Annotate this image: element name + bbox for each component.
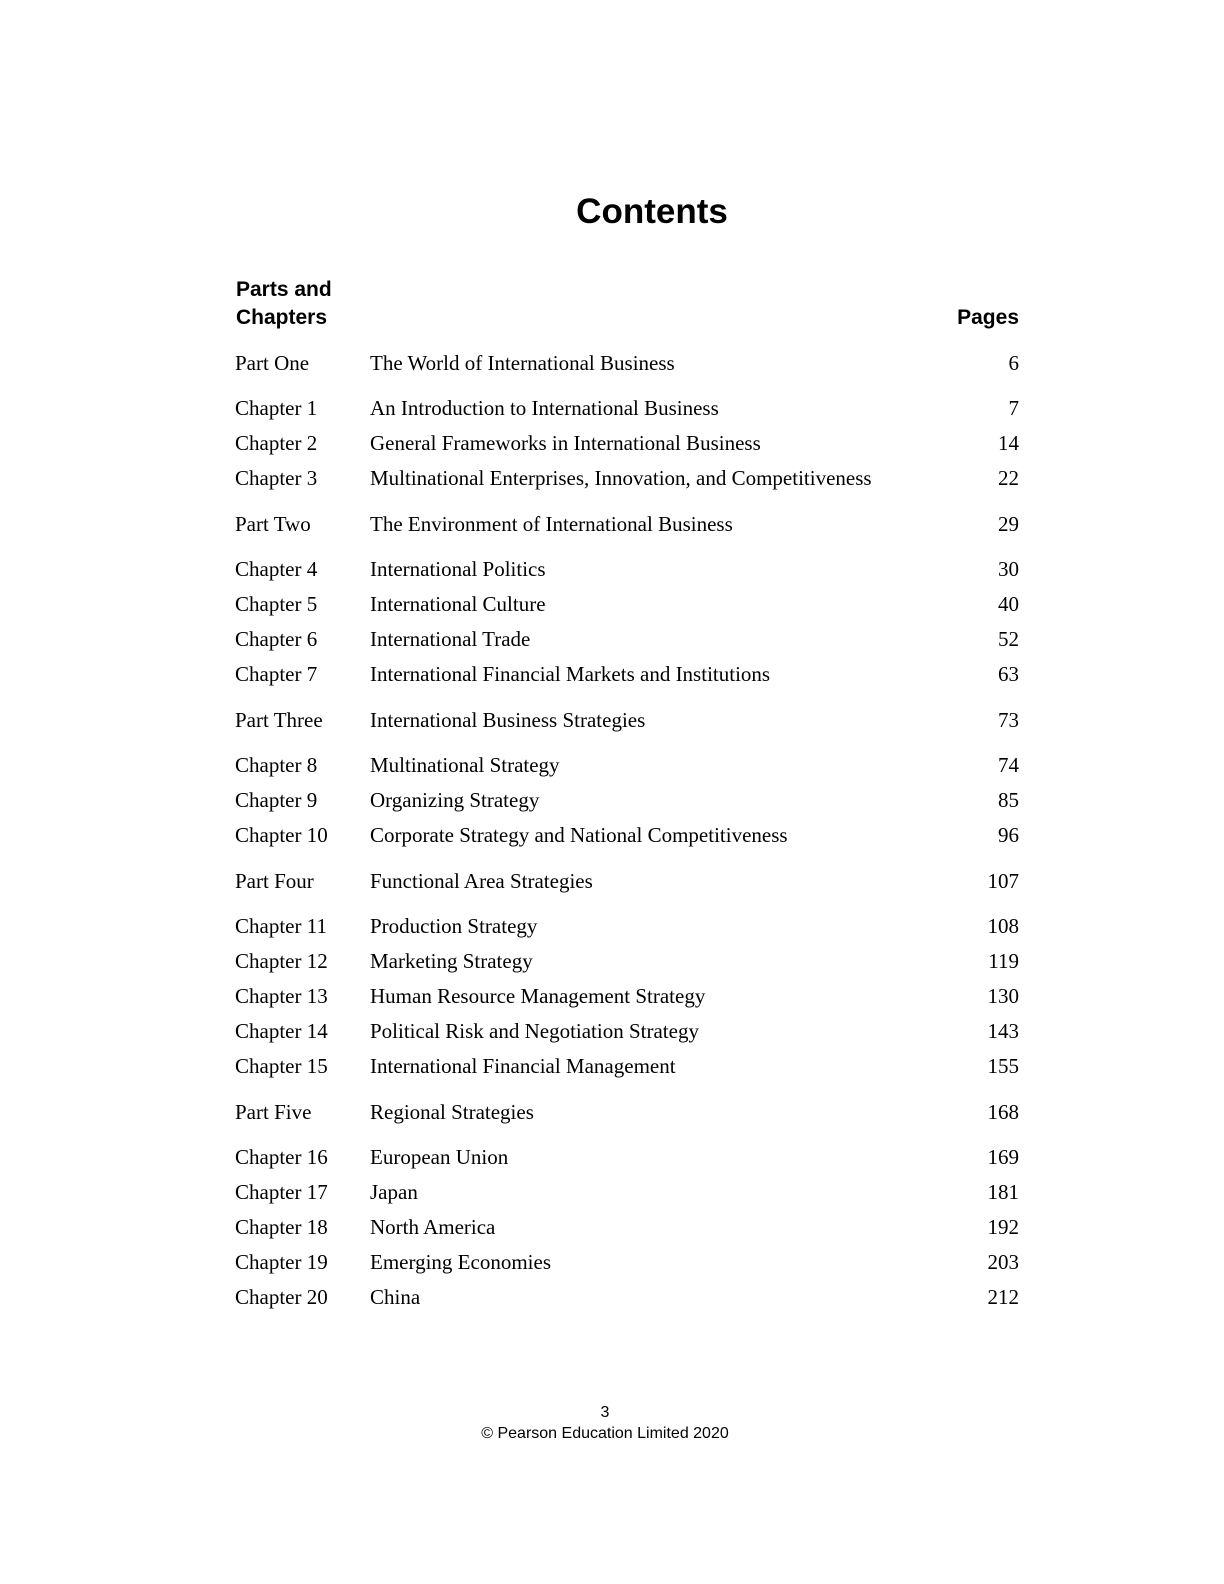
- toc-chapter-row: [235, 979, 1019, 1014]
- toc-entry-label: Chapter 1: [235, 396, 318, 420]
- toc-entry-label: Chapter 14: [235, 1019, 328, 1043]
- toc-entry-page: 63: [998, 662, 1019, 686]
- toc-entry-title: Human Resource Management Strategy: [370, 984, 706, 1008]
- toc-chapter-row: [235, 909, 1019, 944]
- toc-entry-label: Part Four: [235, 869, 314, 893]
- page-title: Contents: [576, 192, 728, 231]
- toc-entry-label: Part Three: [235, 708, 323, 732]
- toc-entry-title: Regional Strategies: [370, 1100, 534, 1124]
- toc-entry-title: An Introduction to International Business: [370, 396, 719, 420]
- toc-entry-title: The Environment of International Business: [370, 512, 733, 536]
- toc-entry-page: 169: [987, 1145, 1019, 1169]
- toc-entry-label: Chapter 15: [235, 1054, 328, 1078]
- toc-entry-title: Multinational Enterprises, Innovation, and Competitiveness: [370, 466, 872, 490]
- toc-entry-title: The World of International Business: [370, 351, 675, 375]
- toc-entry-label: Chapter 3: [235, 466, 318, 490]
- toc-entry-page: 181: [987, 1180, 1019, 1204]
- toc-entry-page: 107: [987, 869, 1019, 893]
- toc-entry-page: 6: [1008, 351, 1019, 375]
- toc-entry-page: 74: [998, 753, 1019, 777]
- toc-entry-title: Multinational Strategy: [370, 753, 560, 777]
- toc-entry-title: Corporate Strategy and National Competitiveness: [370, 823, 788, 847]
- toc-entry-label: Part Five: [235, 1100, 312, 1124]
- toc-entry-title: International Trade: [370, 627, 531, 651]
- toc-entry-page: 155: [987, 1054, 1019, 1078]
- column-header-line-1: Parts and: [236, 278, 332, 301]
- toc-entry-label: Chapter 4: [235, 557, 318, 581]
- toc-entry-label: Chapter 8: [235, 753, 318, 777]
- toc-part-row: [235, 1095, 1019, 1130]
- toc-chapter-row: [235, 783, 1019, 818]
- toc-chapter-row: [235, 461, 1019, 496]
- toc-chapter-row: [235, 1280, 1019, 1315]
- toc-entry-label: Chapter 20: [235, 1285, 328, 1309]
- toc-entry-title: Organizing Strategy: [370, 788, 540, 812]
- toc-entry-label: Chapter 19: [235, 1250, 328, 1274]
- toc-chapter-row: [235, 1210, 1019, 1245]
- toc-entry-title: Emerging Economies: [370, 1250, 551, 1274]
- toc-entry-title: China: [370, 1285, 421, 1309]
- toc-entry-title: General Frameworks in International Business: [370, 431, 761, 455]
- toc-chapter-row: [235, 1245, 1019, 1280]
- toc-entry-label: Chapter 6: [235, 627, 318, 651]
- toc-entry-page: 168: [987, 1100, 1019, 1124]
- toc-entry-page: 29: [998, 512, 1019, 536]
- toc-entry-title: North America: [370, 1215, 496, 1239]
- toc-entry-label: Chapter 12: [235, 949, 328, 973]
- toc-part-row: [235, 346, 1019, 381]
- toc-entry-label: Chapter 16: [235, 1145, 328, 1169]
- toc-entry-page: 212: [987, 1285, 1019, 1309]
- toc-part-row: [235, 507, 1019, 542]
- toc-chapter-row: [235, 426, 1019, 461]
- toc-chapter-row: [235, 818, 1019, 853]
- column-header-parts-chapters: [236, 276, 332, 332]
- toc-entry-page: 85: [998, 788, 1019, 812]
- toc-entry-label: Chapter 11: [235, 914, 327, 938]
- toc-chapter-row: [235, 1140, 1019, 1175]
- toc-entry-title: International Business Strategies: [370, 708, 646, 732]
- toc-chapter-row: [235, 748, 1019, 783]
- toc-entry-page: 108: [987, 914, 1019, 938]
- toc-part-row: [235, 703, 1019, 738]
- copyright-notice: © Pearson Education Limited 2020: [481, 1425, 729, 1442]
- toc-entry-label: Chapter 17: [235, 1180, 328, 1204]
- column-header-pages: Pages: [957, 306, 1019, 329]
- toc-entry-page: 96: [998, 823, 1019, 847]
- toc-entry-page: 192: [987, 1215, 1019, 1239]
- toc-entry-label: Part One: [235, 351, 310, 375]
- toc-entry-page: 52: [998, 627, 1019, 651]
- toc-chapter-row: [235, 552, 1019, 587]
- toc-entry-label: Chapter 2: [235, 431, 318, 455]
- toc-entry-label: Part Two: [235, 512, 311, 536]
- toc-entry-title: International Culture: [370, 592, 546, 616]
- toc-entry-page: 7: [1008, 396, 1019, 420]
- toc-entry-title: Political Risk and Negotiation Strategy: [370, 1019, 699, 1043]
- toc-chapter-row: [235, 1175, 1019, 1210]
- toc-entry-title: International Financial Management: [370, 1054, 676, 1078]
- toc-entry-label: Chapter 9: [235, 788, 318, 812]
- toc-chapter-row: [235, 622, 1019, 657]
- toc-entry-page: 203: [987, 1250, 1019, 1274]
- toc-entry-label: Chapter 7: [235, 662, 318, 686]
- toc-entry-title: Japan: [370, 1180, 418, 1204]
- toc-entry-page: 73: [998, 708, 1019, 732]
- page-number: 3: [600, 1404, 610, 1421]
- toc-entry-title: European Union: [370, 1145, 509, 1169]
- toc-part-row: [235, 864, 1019, 899]
- toc-chapter-row: [235, 1049, 1019, 1084]
- toc-entry-page: 30: [998, 557, 1019, 581]
- toc-entry-title: Functional Area Strategies: [370, 869, 593, 893]
- toc-entry-label: Chapter 5: [235, 592, 318, 616]
- toc-entry-page: 119: [988, 949, 1019, 973]
- toc-chapter-row: [235, 944, 1019, 979]
- toc-chapter-row: [235, 1014, 1019, 1049]
- toc-chapter-row: [235, 391, 1019, 426]
- toc-entry-title: International Financial Markets and Institutions: [370, 662, 771, 686]
- toc-chapter-row: [235, 657, 1019, 692]
- toc-entry-label: Chapter 13: [235, 984, 328, 1008]
- toc-entry-label: Chapter 18: [235, 1215, 328, 1239]
- toc-entry-page: 130: [987, 984, 1019, 1008]
- toc-chapter-row: [235, 587, 1019, 622]
- toc-entry-title: International Politics: [370, 557, 546, 581]
- toc-entry-title: Marketing Strategy: [370, 949, 533, 973]
- toc-entry-label: Chapter 10: [235, 823, 328, 847]
- table-of-contents: [235, 346, 1019, 1315]
- toc-entry-page: 22: [998, 466, 1019, 490]
- column-header-line-2: Chapters: [236, 306, 328, 329]
- toc-entry-page: 14: [998, 431, 1019, 455]
- toc-entry-title: Production Strategy: [370, 914, 538, 938]
- toc-entry-page: 40: [998, 592, 1019, 616]
- toc-entry-page: 143: [987, 1019, 1019, 1043]
